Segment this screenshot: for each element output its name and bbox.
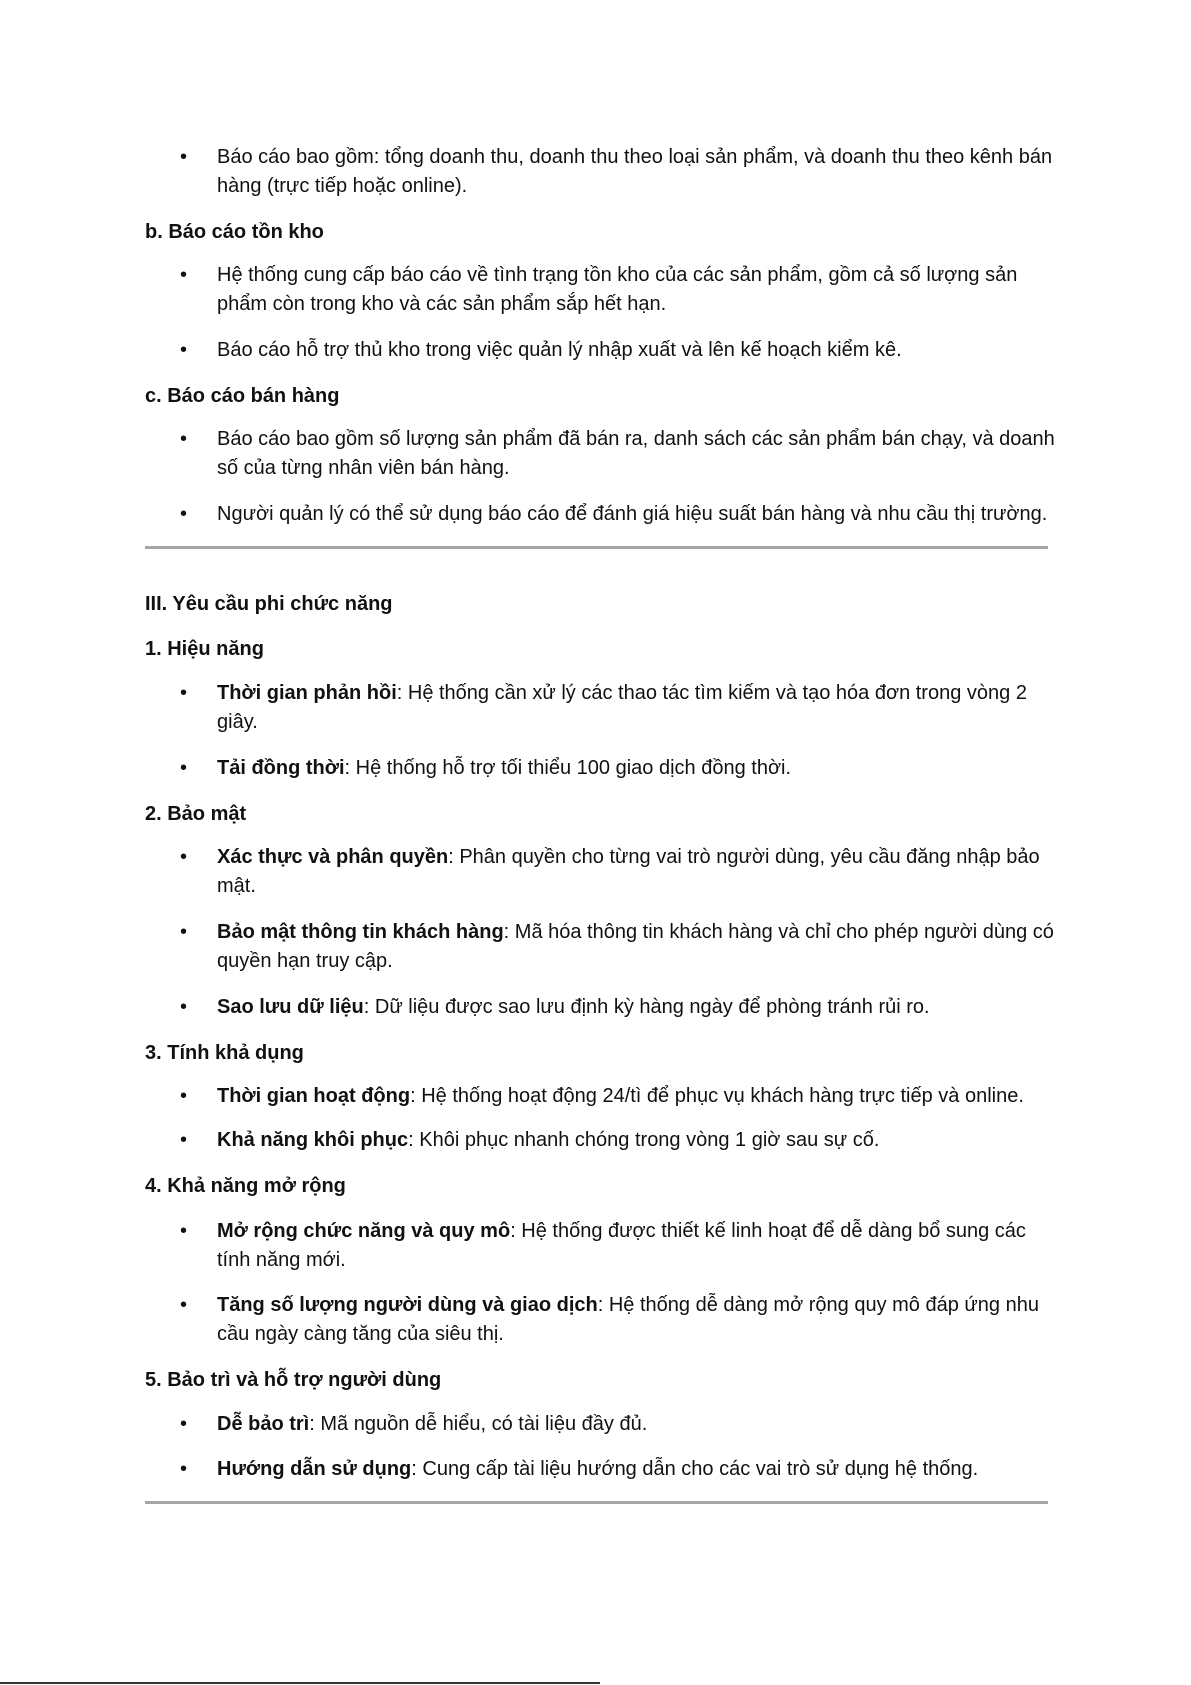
bullet-marker: •: [180, 1413, 188, 1435]
section-heading: 2. Bảo mật: [145, 803, 247, 825]
section-heading: 5. Bảo trì và hỗ trợ người dùng: [145, 1369, 442, 1391]
bullet-marker: •: [180, 996, 188, 1018]
section-heading: c. Báo cáo bán hàng: [145, 385, 340, 407]
bullet-marker: •: [180, 846, 188, 868]
list-item-text: [217, 1291, 1060, 1348]
list-item-text: [217, 679, 1060, 736]
list-item-text: Hệ thống cung cấp báo cáo về tình trạng tồn kho của các sản phẩm, gồm cả số lượng sản phẩm còn trong kho và các sản phẩm sắp hết hạn.: [217, 264, 1018, 315]
term-label: Mở rộng chức năng và quy mô: [217, 1220, 511, 1242]
list-item: [180, 679, 1060, 736]
list-item-text: [217, 843, 1060, 900]
bullet-marker: •: [180, 503, 188, 525]
list-item: [180, 1291, 1060, 1348]
term-description: : Khôi phục nhanh chóng trong vòng 1 giờ sau sự cố.: [408, 1129, 880, 1151]
list-item: [180, 993, 1060, 1022]
term-description: : Cung cấp tài liệu hướng dẫn cho các vai trò sử dụng hệ thống.: [411, 1458, 979, 1480]
bullet-marker: •: [180, 428, 188, 450]
list-item: [180, 1410, 1060, 1439]
term-label: Hướng dẫn sử dụng: [217, 1458, 412, 1480]
term-label: Sao lưu dữ liệu: [217, 996, 364, 1018]
bullet-marker: •: [180, 264, 188, 286]
bullet-marker: •: [180, 1085, 188, 1107]
bullet-marker: •: [180, 339, 188, 361]
section-heading: 4. Khả năng mở rộng: [145, 1175, 346, 1197]
list-item: [180, 336, 1060, 365]
section-heading: 1. Hiệu năng: [145, 638, 264, 660]
term-description: : Hệ thống dễ dàng mở rộng quy mô đáp ứng nhu cầu ngày càng tăng của siêu thị.: [217, 1294, 1039, 1345]
term-label: Khả năng khôi phục: [217, 1129, 409, 1151]
list-item-text: [217, 1126, 1060, 1155]
term-label: Bảo mật thông tin khách hàng: [217, 921, 504, 943]
list-item-text: [217, 1455, 1060, 1484]
bullet-marker: •: [180, 1294, 188, 1316]
list-item: [180, 754, 1060, 783]
list-item-text: Người quản lý có thể sử dụng báo cáo để đánh giá hiệu suất bán hàng và nhu cầu thị trường.: [217, 503, 1048, 525]
term-label: Tăng số lượng người dùng và giao dịch: [217, 1294, 598, 1316]
bullet-marker: •: [180, 1129, 188, 1151]
list-item-text: [217, 1217, 1060, 1274]
list-item-text: Báo cáo bao gồm số lượng sản phẩm đã bán ra, danh sách các sản phẩm bán chạy, và doanh số của từng nhân viên bán hàng.: [217, 428, 1055, 479]
term-label: Thời gian phản hồi: [217, 682, 397, 704]
section-heading: b. Báo cáo tồn kho: [145, 221, 324, 243]
bullet-marker: •: [180, 146, 188, 168]
term-description: : Hệ thống hoạt động 24/tì để phục vụ khách hàng trực tiếp và online.: [410, 1085, 1024, 1107]
term-label: Thời gian hoạt động: [217, 1085, 411, 1107]
list-item-text: [217, 918, 1060, 975]
bullet-marker: •: [180, 757, 188, 779]
list-item: [180, 261, 1060, 318]
term-label: Xác thực và phân quyền: [217, 846, 449, 868]
bullet-marker: •: [180, 682, 188, 704]
section-heading: III. Yêu cầu phi chức năng: [145, 593, 393, 615]
list-item: [180, 425, 1060, 482]
bullet-marker: •: [180, 1220, 188, 1242]
term-label: Dễ bảo trì: [217, 1413, 310, 1435]
list-item-text: [217, 754, 1060, 783]
term-description: : Hệ thống cần xử lý các thao tác tìm kiếm và tạo hóa đơn trong vòng 2 giây.: [217, 682, 1027, 733]
section-heading: 3. Tính khả dụng: [145, 1042, 304, 1064]
horizontal-rule: [145, 546, 1048, 549]
list-item: [180, 500, 1060, 529]
list-item: [180, 843, 1060, 900]
term-description: : Mã nguồn dễ hiểu, có tài liệu đầy đủ.: [309, 1413, 648, 1435]
horizontal-rule: [145, 1501, 1048, 1504]
list-item-text: Báo cáo hỗ trợ thủ kho trong việc quản lý nhập xuất và lên kế hoạch kiểm kê.: [217, 339, 902, 361]
list-item: [180, 1082, 1060, 1111]
bullet-marker: •: [180, 1458, 188, 1480]
term-description: : Hệ thống được thiết kế linh hoạt để dễ dàng bổ sung các tính năng mới.: [217, 1220, 1026, 1271]
term-description: : Dữ liệu được sao lưu định kỳ hàng ngày để phòng tránh rủi ro.: [363, 996, 930, 1018]
list-item-text: [217, 1082, 1060, 1111]
list-item: [180, 1455, 1060, 1484]
term-label: Tải đồng thời: [217, 757, 345, 779]
list-item-text: Báo cáo bao gồm: tổng doanh thu, doanh thu theo loại sản phẩm, và doanh thu theo kênh bán hàng (trực tiếp hoặc online).: [217, 146, 1053, 197]
list-item: [180, 1217, 1060, 1274]
term-description: : Phân quyền cho từng vai trò người dùng, yêu cầu đăng nhập bảo mật.: [217, 846, 1040, 897]
bullet-marker: •: [180, 921, 188, 943]
list-item-text: [217, 1410, 1060, 1439]
term-description: : Mã hóa thông tin khách hàng và chỉ cho phép người dùng có quyền hạn truy cập.: [217, 921, 1054, 972]
term-description: : Hệ thống hỗ trợ tối thiểu 100 giao dịch đồng thời.: [344, 757, 792, 779]
list-item: [180, 918, 1060, 975]
list-item-text: [217, 993, 1060, 1022]
list-item: [180, 143, 1060, 200]
list-item: [180, 1126, 1060, 1155]
page-edge-line: [0, 1682, 600, 1684]
